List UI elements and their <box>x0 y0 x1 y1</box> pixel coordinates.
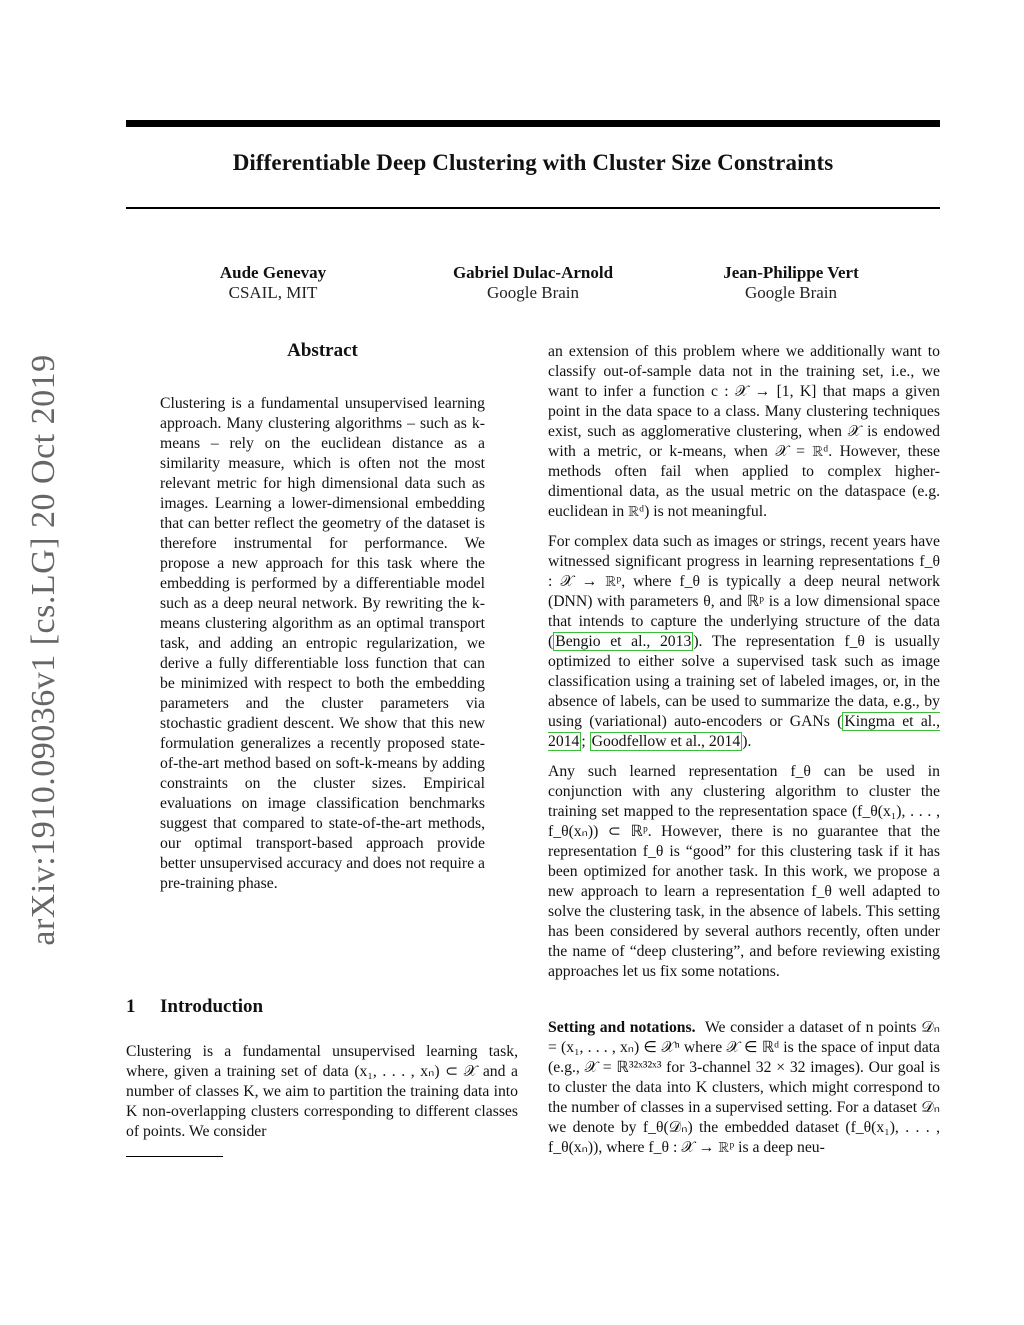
setting-heading: Setting and notations. <box>548 1019 696 1036</box>
paragraph-2-text-a: For complex data such as images or strings, recent years have witnessed significant progress in learning representations f_θ : 𝒳 → ℝᵖ, where f_θ is typically a deep neural network (DNN) with parameters θ, and ℝᵖ is a low dimensional space that intends to capture the underlying structure of the data ( <box>548 533 940 650</box>
section-number: 1 <box>126 996 136 1017</box>
footnote-rule <box>126 1156 223 1157</box>
title-rule-top <box>126 120 940 127</box>
author-3 <box>661 263 921 303</box>
author-name: Jean-Philippe Vert <box>723 263 859 282</box>
paragraph-1: an extension of this problem where we additionally want to classify out-of-sample data not in the training set, i.e., we want to infer a function c : 𝒳 → [1, K] that maps a given point in the data space to a class. Many clustering techniques exist, such as agglomerative clustering, when 𝒳 is endowed with a metric, or k-means, when 𝒳 = ℝᵈ. However, these methods often fail when applied to complex higher-dimentional data, as the usual metric on the dataspace (e.g. euclidean in ℝᵈ) is not meaningful. <box>548 343 940 520</box>
citation-link-bengio[interactable]: Bengio et al., 2013 <box>555 633 692 650</box>
abstract-heading: Abstract <box>287 340 358 361</box>
intro-left-column <box>126 1042 518 1152</box>
author-affiliation: Google Brain <box>486 283 580 302</box>
author-1 <box>143 263 403 303</box>
section-title: Introduction <box>160 996 264 1017</box>
paragraph-3: Any such learned representation f_θ can be used in conjunction with any clustering algorithm to cluster the training set mapped to the representation space (f_θ(x₁), . . . , f_θ(xₙ)) ⊂ ℝᵖ. However, there is no guarantee that the representation f_θ is “good” for this clustering task if it has been optimized for another task. In this work, we propose a new approach to learn a representation f_θ well adapted to solve the clustering task, in the absence of labels. This setting has been considered by several authors recently, often under the name of “deep clustering”, and before reviewing existing approaches let us fix some notations. <box>548 763 940 980</box>
intro-paragraph: Clustering is a fundamental unsupervised learning task, where, given a training set of data (x₁, . . . , xₙ) ⊂ 𝒳 and a number of classes K, we aim to partition the training data into K non-overlapping clusters corresponding to different classes of points. We consider <box>126 1043 518 1140</box>
paragraph-2-text-b: ). The representation f_θ is usually optimized to either solve a supervised task such as image classification using a training set of labeled images, or, in the absence of labels, can be used to summarize the data, e.g., by using (variational) auto-encoders or GANs ( <box>548 633 940 730</box>
abstract-body <box>160 394 485 904</box>
paper-title: Differentiable Deep Clustering with Cluster Size Constraints <box>232 150 834 175</box>
citation-link-kingma[interactable]: Kingma et al., 2014 <box>548 713 940 750</box>
author-affiliation: CSAIL, MIT <box>228 283 318 302</box>
abstract-text: Clustering is a fundamental unsupervised learning approach. Many clustering algorithms – such as k-means – rely on the euclidean distance as a similarity measure, which is often not the most relevant metric for high dimensional data such as images. Learning a lower-dimensional embedding that can better reflect the geometry of the dataset is therefore instrumental for performance. We propose a new approach for this task where the embedding is performed by a differentiable model such as a deep neural network. By rewriting the k-means clustering algorithm as an optimal transport task, and adding an entropic regularization, we derive a fully differentiable loss function that can be minimized with respect to both the embedding parameters and the cluster parameters via stochastic gradient descent. We show that this new formulation generalizes a recently proposed state-of-the-art method based on soft-k-means by adding constraints on the cluster sizes. Empirical evaluations on image classification benchmarks suggest that compared to state-of-the-art methods, our optimal transport-based approach provide better unsupervised accuracy and does not require a pre-training phase. <box>160 395 485 892</box>
title-rule-bottom <box>126 207 940 209</box>
paragraph-4 <box>548 1018 940 1158</box>
section-heading-introduction <box>126 996 263 1018</box>
paragraph-4-text: We consider a dataset of n points 𝒟ₙ = (x₁, . . . , xₙ) ∈ 𝒳ⁿ where 𝒳 ∈ ℝᵈ is the space of input data (e.g., 𝒳 = ℝ³²ˣ³²ˣ³ for 3-channel 32 × 32 images). Our goal is to cluster the data into K clusters, which might correspond to the number of classes in a supervised setting. For a dataset 𝒟ₙ we denote by f_θ(𝒟ₙ) the embedded dataset (f_θ(x₁), . . . , f_θ(xₙ)), where f_θ : 𝒳 → ℝᵖ is a deep neu- <box>548 1019 941 1156</box>
paragraph-2 <box>548 532 940 752</box>
right-column <box>548 342 940 1168</box>
author-name: Aude Genevay <box>219 263 327 282</box>
citation-separator: ; <box>581 733 590 750</box>
author-affiliation: Google Brain <box>744 283 838 302</box>
author-name: Gabriel Dulac-Arnold <box>452 263 614 282</box>
author-2 <box>403 263 663 303</box>
paragraph-2-text-c: ). <box>742 733 752 750</box>
citation-link-goodfellow[interactable]: Goodfellow et al., 2014 <box>591 733 741 750</box>
arxiv-stamp: arXiv:1910.09036v1 [cs.LG] 20 Oct 2019 <box>25 354 62 946</box>
